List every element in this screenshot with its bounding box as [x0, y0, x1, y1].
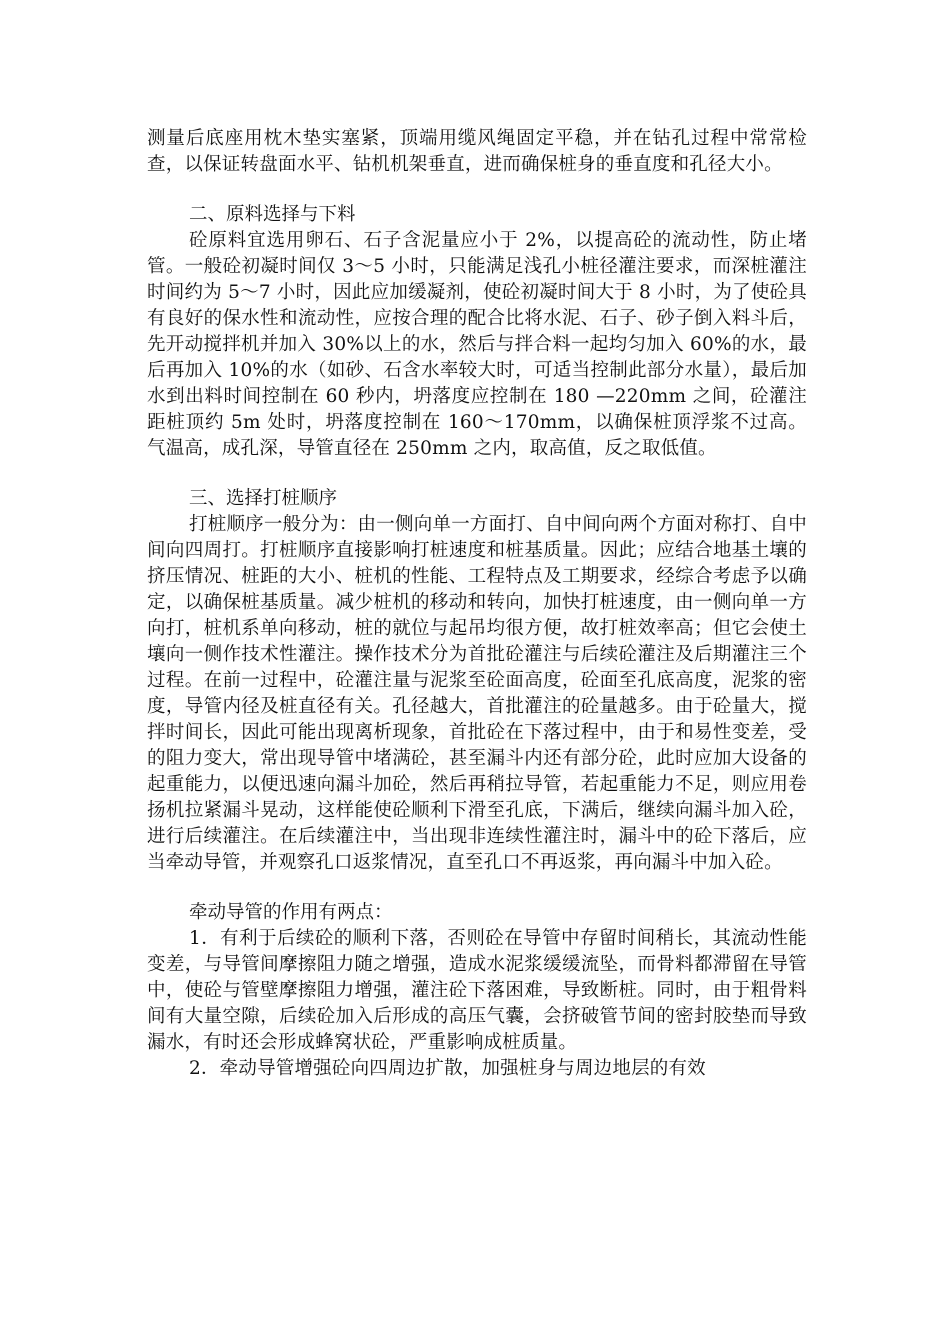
pile-order-paragraph: 打桩顺序一般分为：由一侧向单一方面打、自中间向两个方面对称打、自中间向四周打。打桩顺序直接影响打桩速度和桩基质量。因此；应结合地基土壤的挤压情况、桩距的大小、桩机的性能、工程特点及工期要求，经综合考虑予以确定，以确保桩基质量。减少桩机的移动和转向，加快打桩速度，由一侧向单一方向打，桩机系单向移动，桩的就位与起吊均很方便，故打桩效率高；但它会使土壤向一侧作技术性灌注。操作技术分为首批砼灌注与后续砼灌注及后期灌注三个过程。在前一过程中，砼灌注量与泥浆至砼面高度，砼面至孔底高度，泥浆的密度，导管内径及桩直径有关。孔径越大，首批灌注的砼量越多。由于砼量大，搅拌时间长，因此可能出现离析现象，首批砼在下落过程中，由于和易性变差，受的阻力变大，常出现导管中堵满砼，甚至漏斗内还有部分砼，此时应加大设备的起重能力，以便迅速向漏斗加砼，然后再稍拉导管，若起重能力不足，则应用卷扬机拉紧漏斗晃动，这样能使砼顺利下滑至孔底，下满后，继续向漏斗加入砼，进行后续灌注。在后续灌注中，当出现非连续性灌注时，漏斗中的砼下落后，应当牵动导管，并观察孔口返浆情况，直至孔口不再返浆，再向漏斗中加入砼。: [147, 514, 807, 873]
conduit-point-2: 2．牵动导管增强砼向四周边扩散，加强桩身与周边地层的有效: [189, 1058, 706, 1079]
section-heading-conduit-purpose: 牵动导管的作用有两点：: [189, 902, 393, 923]
materials-paragraph: 砼原料宜选用卵石、石子含泥量应小于 2%，以提高砼的流动性，防止堵管。一般砼初凝时间仅 3～5 小时，只能满足浅孔小桩径灌注要求，而深桩灌注时间约为 5～7 小时，因此应加缓凝剂，使砼初凝时间大于 8 小时，为了使砼具有良好的保水性和流动性，应按合理的配合比将水泥、石子、砂子倒入料斗后，先开动搅拌机并加入 30%以上的水，然后与拌合料一起均匀加入 60%的水，最后再加入 10%的水（如砂、石含水率较大时，可适当控制此部分水量），最后加水到出料时间控制在 60 秒内，坍落度应控制在 180 —220mm 之间，砼灌注距桩顶约 5m 处时，坍落度控制在 160～170mm，以确保桩顶浮浆不过高。气温高，成孔深，导管直径在 250mm 之内，取高值，反之取低值。: [147, 230, 807, 459]
section-heading-pile-order: 三、选择打桩顺序: [189, 488, 338, 509]
conduit-point-1: 1．有利于后续砼的顺利下落，否则砼在导管中存留时间稍长，其流动性能变差，与导管间摩擦阻力随之增强，造成水泥浆缓缓流坠，而骨料都滞留在导管中，使砼与管壁摩擦阻力增强，灌注砼下落困难，导致断桩。同时，由于粗骨料间有大量空隙，后续砼加入后形成的高压气囊，会挤破管节间的密封胶垫而导致漏水，有时还会形成蜂窝状砼，严重影响成桩质量。: [147, 928, 807, 1053]
spacer: [147, 178, 807, 202]
intro-paragraph: 测量后底座用枕木垫实塞紧，顶端用缆风绳固定平稳，并在钻孔过程中常常检查，以保证转盘面水平、钻机机架垂直，进而确保桩身的垂直度和孔径大小。: [147, 128, 807, 175]
spacer: [147, 462, 807, 486]
document-page: [147, 126, 807, 1082]
section-heading-materials: 二、原料选择与下料: [189, 204, 356, 225]
spacer: [147, 876, 807, 900]
